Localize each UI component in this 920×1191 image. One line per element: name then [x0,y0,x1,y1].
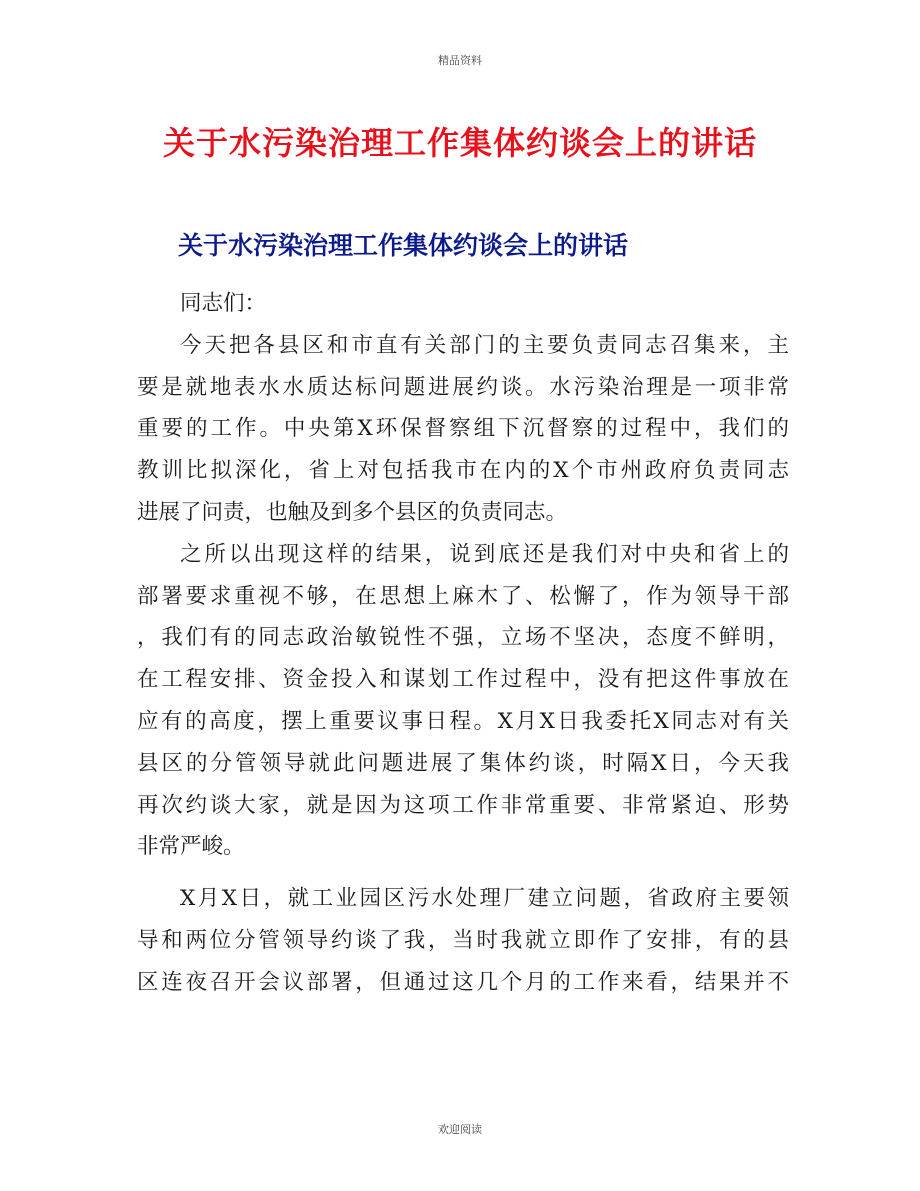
paragraph-line: 县区的分管领导就此问题进展了集体约谈，时隔X日，今天我 [137,750,789,776]
document-title: 关于水污染治理工作集体约谈会上的讲话 [162,124,757,162]
paragraph-line: 在工程安排、资金投入和谋划工作过程中，没有把这件事放在 [137,667,789,693]
paragraph-line: 要是就地表水水质达标问题进展约谈。水污染治理是一项非常 [137,374,789,400]
paragraph-line: 区连夜召开会议部署，但通过这几个月的工作来看，结果并不 [137,969,789,995]
paragraph-line: 教训比拟深化，省上对包括我市在内的X个市州政府负责同志 [137,458,789,484]
paragraph-3 [137,878,789,1003]
paragraph-line: 进展了问责，也触及到多个县区的负责同志。 [137,499,568,525]
paragraph-line: 再次约谈大家，就是因为这项工作非常重要、非常紧迫、形势 [137,792,789,818]
paragraph-2 [137,534,789,868]
salutation-line: 同志们： [180,291,267,316]
paragraph-line: 导和两位分管领导约谈了我，当时我就立即作了安排，有的县 [137,927,789,953]
salutation [137,283,789,325]
paragraph-line: ，我们有的同志政治敏锐性不强，立场不坚决，态度不鲜明， [137,625,789,651]
paragraph-line: X月X日，就工业园区污水处理厂建立问题，省政府主要领 [180,886,789,912]
paragraph-line: 部署要求重视不够，在思想上麻木了、松懈了，作为领导干部 [137,583,789,609]
document-body [137,283,789,1004]
paragraph-line: 今天把各县区和市直有关部门的主要负责同志召集来，主 [180,332,789,358]
paragraph-line: 重要的工作。中央第X环保督察组下沉督察的过程中，我们的 [137,416,789,442]
paragraph-spacer [137,868,789,878]
paragraph-line: 之所以出现这样的结果，说到底还是我们对中央和省上的 [180,541,789,567]
paragraph-line: 非常严峻。 [137,834,245,860]
paragraph-1 [137,325,789,534]
page-header: 精品资料 [438,54,482,67]
page-footer: 欢迎阅读 [438,1123,482,1136]
document-subtitle: 关于水污染治理工作集体约谈会上的讲话 [178,231,629,260]
paragraph-line: 应有的高度，摆上重要议事日程。X月X日我委托X同志对有关 [137,708,789,734]
